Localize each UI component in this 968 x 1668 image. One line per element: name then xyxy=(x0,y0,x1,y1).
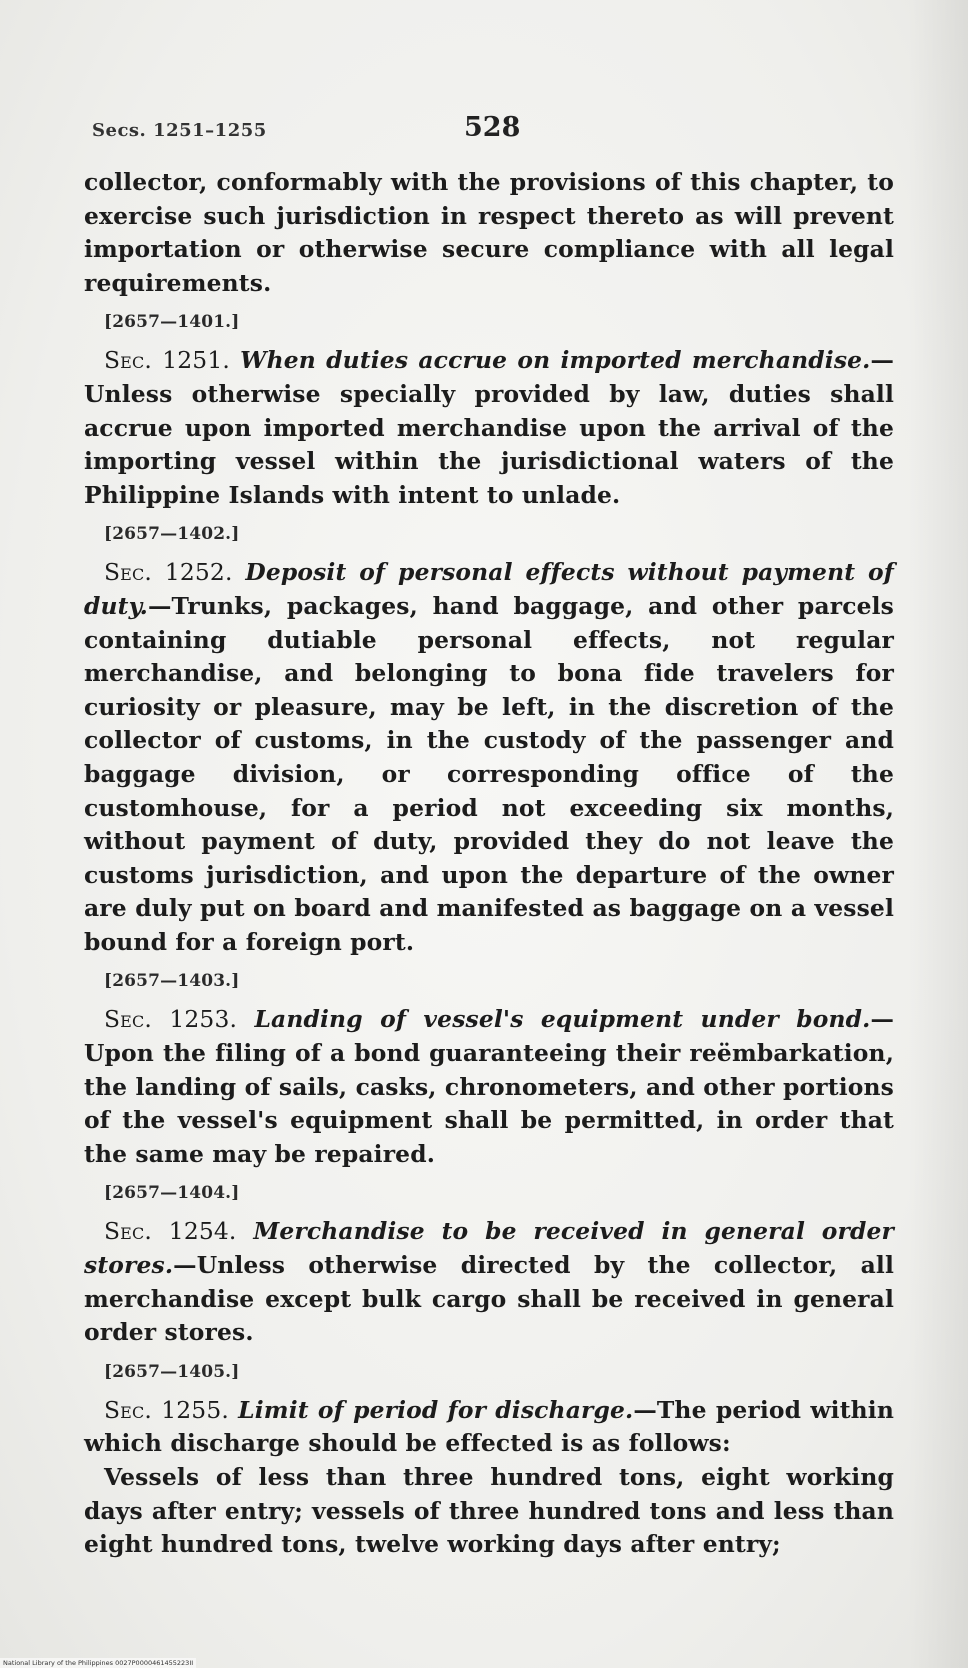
section-citation: [2657—1403.] xyxy=(104,971,240,992)
section-label: Sec. xyxy=(104,558,152,587)
section-1251 xyxy=(84,344,894,512)
section-citation: [2657—1402.] xyxy=(104,524,240,545)
section-number: 1252. xyxy=(164,558,233,587)
section-text: —The period within which discharge should be effected is as follows: xyxy=(84,1395,894,1458)
section-1253 xyxy=(84,1003,894,1171)
section-label: Sec. xyxy=(104,1005,152,1034)
section-citation: [2657—1401.] xyxy=(104,312,240,333)
page-edge-shadow xyxy=(908,0,968,1668)
page-header xyxy=(92,112,882,152)
section-number: 1253. xyxy=(169,1005,238,1034)
closing-paragraph: Vessels of less than three hundred tons, eight working days after entry; vessels of three hundred tons and less than eight hundred tons, twelve working days after entry; xyxy=(84,1463,894,1559)
page-number: 528 xyxy=(464,112,521,143)
section-1255 xyxy=(84,1394,894,1461)
section-title: Deposit of personal effects without payment of duty. xyxy=(84,558,894,620)
section-title: Landing of vessel's equipment under bond. xyxy=(254,1005,871,1034)
section-number: 1254. xyxy=(168,1217,237,1246)
section-text: —Upon the filing of a bond guaranteeing their reëmbarkation, the landing of sails, casks, chronometers, and other portions of the vessel's equipment shall be permitted, in order that the same may be repaired. xyxy=(84,1005,894,1168)
section-title: When duties accrue on imported merchandise. xyxy=(240,346,871,375)
section-number: 1255. xyxy=(161,1395,229,1424)
section-text: —Unless otherwise directed by the collector, all merchandise except bulk cargo shall be received in general order stores. xyxy=(84,1251,894,1347)
section-label: Sec. xyxy=(104,346,152,375)
section-label: Sec. xyxy=(104,1217,152,1246)
section-text: —Trunks, packages, hand baggage, and other parcels containing dutiable personal effects, not regular merchandise, and belonging to bona fide travelers for curiosity or pleasure, may be left, in the discretion of the collector of customs, in the custody of the passenger and baggage division, or corresponding office of the customhouse, for a period not exceeding six months, without payment of duty, provided they do not leave the customs jurisdiction, and upon the departure of the owner are duly put on board and manifested as baggage on a vessel bound for a foreign port. xyxy=(84,591,894,956)
running-head: Secs. 1251–1255 xyxy=(92,120,267,141)
page-body xyxy=(84,166,894,1562)
section-citation: [2657—1404.] xyxy=(104,1183,240,1204)
opening-paragraph: collector, conformably with the provisions of this chapter, to exercise such jurisdiction in respect thereto as will prevent importation or otherwise secure compliance with all legal requirements. xyxy=(84,168,894,297)
section-title: Limit of period for discharge. xyxy=(238,1395,634,1424)
scan-footer: National Library of the Philippines 0027P0000461455223II xyxy=(0,1658,196,1668)
section-1254 xyxy=(84,1215,894,1349)
section-label: Sec. xyxy=(104,1395,152,1424)
section-number: 1251. xyxy=(162,346,230,375)
section-title: Merchandise to be received in general order stores. xyxy=(84,1217,895,1280)
section-citation: [2657—1405.] xyxy=(104,1361,240,1382)
section-1252 xyxy=(84,556,894,959)
section-text: —Unless otherwise specially provided by law, duties shall accrue upon imported merchandise upon the arrival of the importing vessel within the jurisdictional waters of the Philippine Islands with intent to unlade. xyxy=(84,346,895,509)
